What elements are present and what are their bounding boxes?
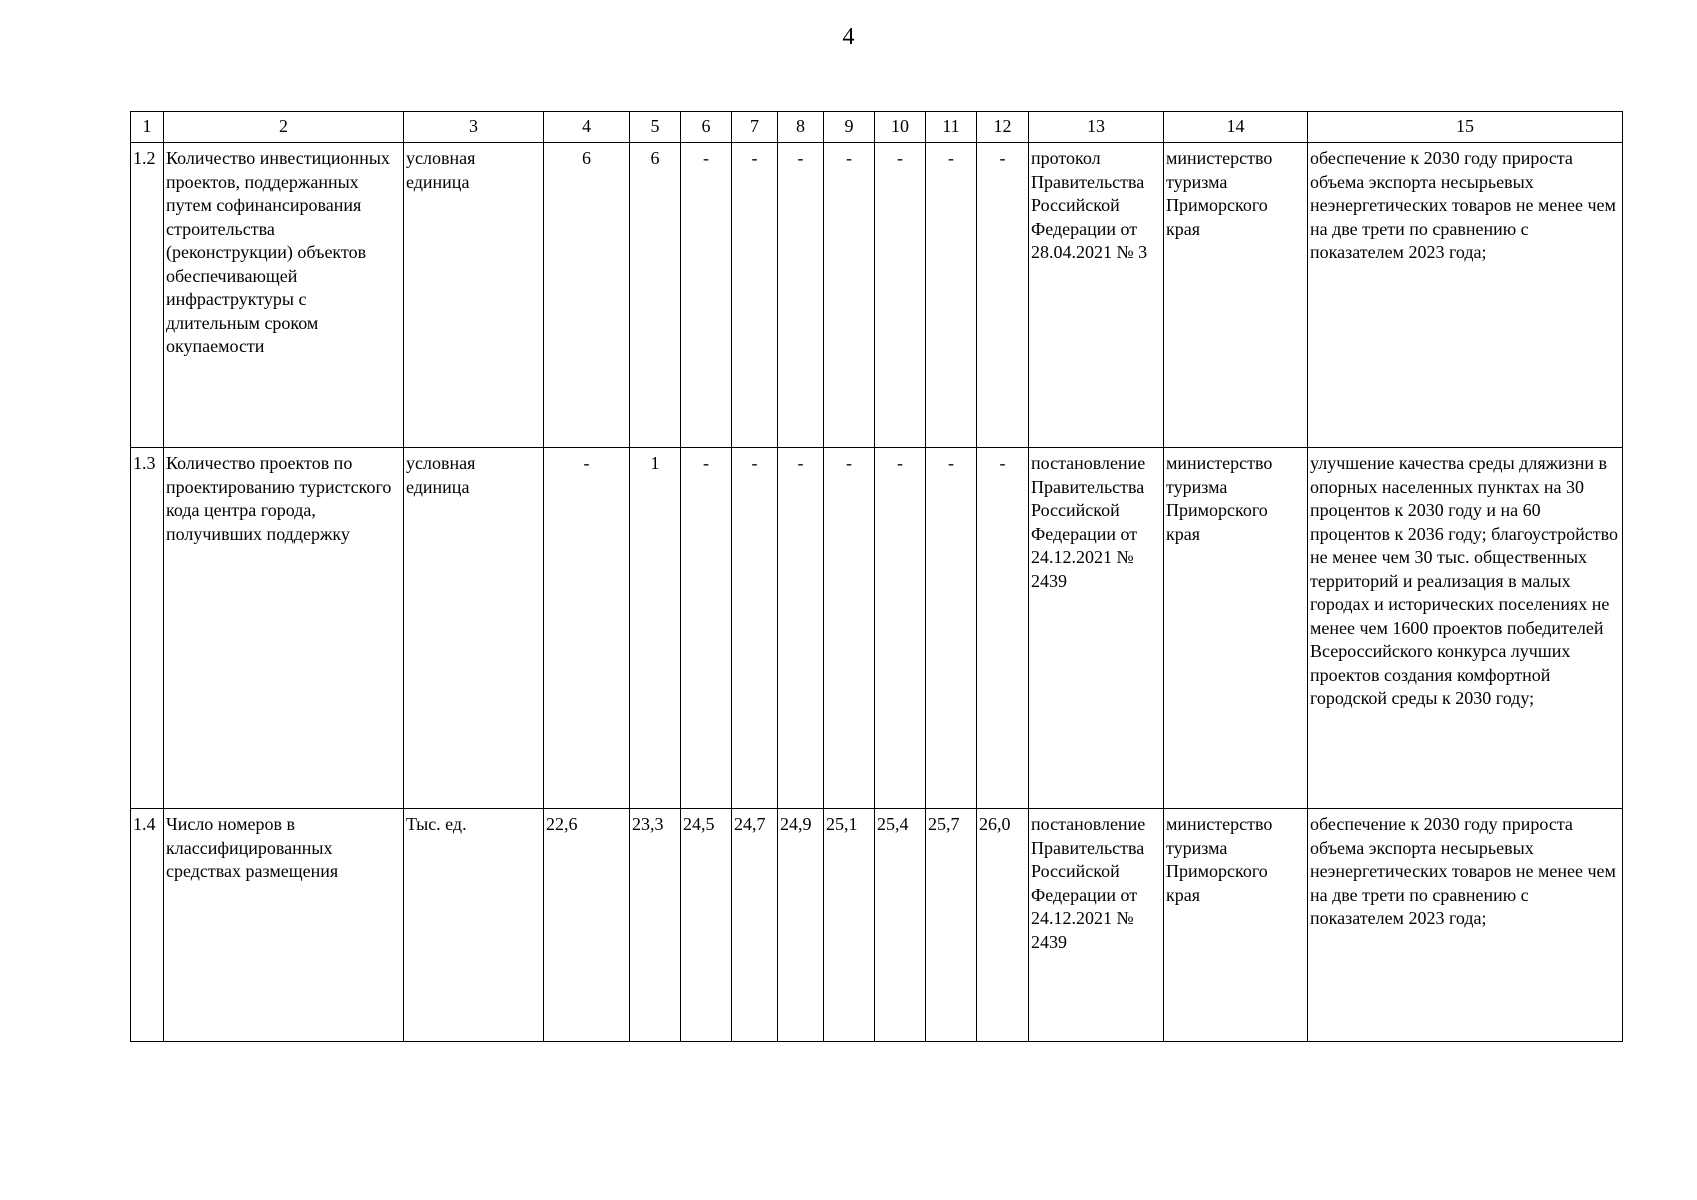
value-cell: -: [875, 448, 926, 809]
basis-document: постановление Правительства Российской Федерации от 24.12.2021 № 2439: [1029, 448, 1164, 809]
column-header: 11: [926, 112, 977, 143]
value-cell: -: [681, 448, 732, 809]
responsible-body: министерство туризма Приморского края: [1164, 809, 1308, 1042]
value-cell: -: [778, 448, 824, 809]
row-number: 1.2: [131, 143, 164, 448]
column-header: 13: [1029, 112, 1164, 143]
value-cell: -: [778, 143, 824, 448]
basis-document: постановление Правительства Российской Федерации от 24.12.2021 № 2439: [1029, 809, 1164, 1042]
column-header: 14: [1164, 112, 1308, 143]
national-goal: улучшение качества среды дляжизни в опорных населенных пунктах на 30 процентов к 2030 году и на 60 процентов к 2036 году; благоустройство не менее чем 30 тыс. общественных территорий и реализация в малых городах и исторических поселениях не менее чем 1600 проектов победителей Всероссийского конкурса лучших проектов создания комфортной городской среды к 2030 году;: [1308, 448, 1623, 809]
value-cell: 25,1: [824, 809, 875, 1042]
column-header: 15: [1308, 112, 1623, 143]
table-row: [131, 143, 1623, 448]
responsible-body: министерство туризма Приморского края: [1164, 143, 1308, 448]
basis-document: протокол Правительства Российской Федерации от 28.04.2021 № 3: [1029, 143, 1164, 448]
value-cell: 24,9: [778, 809, 824, 1042]
unit: условная единица: [404, 448, 544, 809]
value-cell: 6: [630, 143, 681, 448]
value-cell: -: [926, 143, 977, 448]
value-cell: -: [875, 143, 926, 448]
column-header: 9: [824, 112, 875, 143]
value-cell: -: [977, 143, 1029, 448]
value-cell: -: [681, 143, 732, 448]
national-goal: обеспечение к 2030 году прироста объема экспорта несырьевых неэнергетических товаров не менее чем на две трети по сравнению с показателем 2023 года;: [1308, 143, 1623, 448]
table-row: [131, 809, 1623, 1042]
unit: условная единица: [404, 143, 544, 448]
column-header: 10: [875, 112, 926, 143]
value-cell: -: [824, 143, 875, 448]
table-row: [131, 448, 1623, 809]
value-cell: 25,4: [875, 809, 926, 1042]
row-number: 1.3: [131, 448, 164, 809]
national-goal: обеспечение к 2030 году прироста объема экспорта несырьевых неэнергетических товаров не менее чем на две трети по сравнению с показателем 2023 года;: [1308, 809, 1623, 1042]
column-header: 2: [164, 112, 404, 143]
value-cell: -: [732, 448, 778, 809]
value-cell: -: [926, 448, 977, 809]
value-cell: 23,3: [630, 809, 681, 1042]
column-header: 3: [404, 112, 544, 143]
indicator-name: Количество инвестиционных проектов, поддержанных путем софинансирования строительства (реконструкции) объектов обеспечивающей инфраструктуры с длительным сроком окупаемости: [164, 143, 404, 448]
column-header: 6: [681, 112, 732, 143]
table-header-row: [131, 112, 1623, 143]
column-header: 5: [630, 112, 681, 143]
value-cell: 22,6: [544, 809, 630, 1042]
responsible-body: министерство туризма Приморского края: [1164, 448, 1308, 809]
value-cell: 6: [544, 143, 630, 448]
value-cell: -: [977, 448, 1029, 809]
indicator-name: Число номеров в классифицированных средствах размещения: [164, 809, 404, 1042]
column-header: 1: [131, 112, 164, 143]
value-cell: 24,5: [681, 809, 732, 1042]
value-cell: 25,7: [926, 809, 977, 1042]
page-number: 4: [842, 24, 855, 50]
value-cell: 1: [630, 448, 681, 809]
indicator-name: Количество проектов по проектированию туристского кода центра города, получивших поддержку: [164, 448, 404, 809]
column-header: 4: [544, 112, 630, 143]
value-cell: -: [732, 143, 778, 448]
indicators-table: [130, 111, 1623, 1042]
column-header: 8: [778, 112, 824, 143]
value-cell: -: [824, 448, 875, 809]
unit: Тыс. ед.: [404, 809, 544, 1042]
column-header: 12: [977, 112, 1029, 143]
value-cell: -: [544, 448, 630, 809]
column-header: 7: [732, 112, 778, 143]
value-cell: 24,7: [732, 809, 778, 1042]
row-number: 1.4: [131, 809, 164, 1042]
value-cell: 26,0: [977, 809, 1029, 1042]
